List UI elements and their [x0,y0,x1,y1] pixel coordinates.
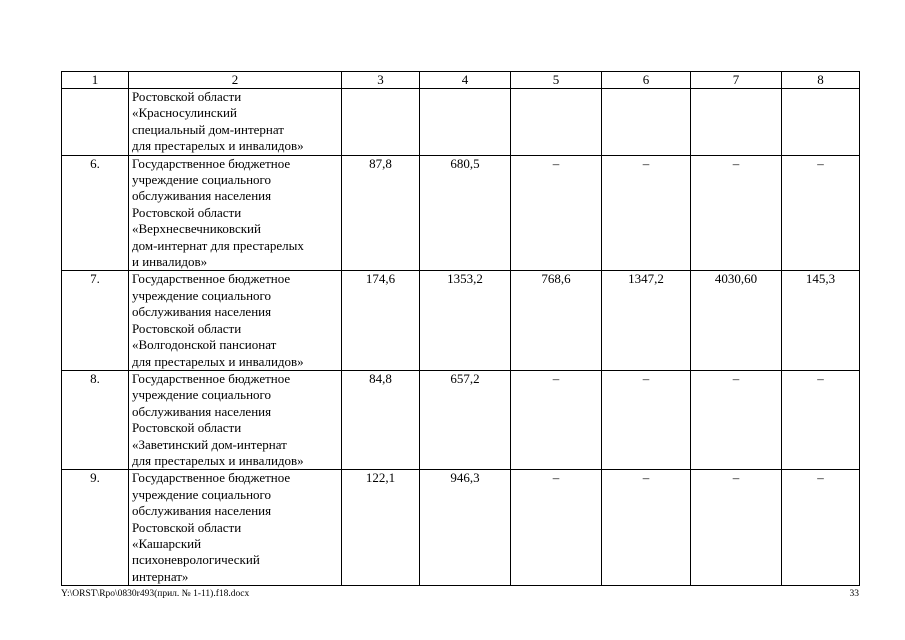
cell-col3: 87,8 [342,155,420,271]
row-number: 9. [62,470,129,586]
column-header: 8 [782,72,860,89]
column-header: 1 [62,72,129,89]
cell-col4: 946,3 [420,470,511,586]
cell-col4 [420,89,511,156]
cell-col5: – [511,370,602,469]
table-row [62,470,860,586]
cell-col5: – [511,470,602,586]
cell-col3 [342,89,420,156]
table-row [62,271,860,370]
column-header: 6 [602,72,691,89]
table-header-row [62,72,860,89]
institution-name: Ростовской области «Красносулинский специальный дом-интернат для престарелых и инвалидов» [129,89,342,156]
cell-col4: 1353,2 [420,271,511,370]
cell-col3: 174,6 [342,271,420,370]
cell-col6: – [602,155,691,271]
cell-col7 [691,89,782,156]
row-number [62,89,129,156]
row-number: 7. [62,271,129,370]
column-header: 4 [420,72,511,89]
institution-name: Государственное бюджетное учреждение социального обслуживания населения Ростовской области «Верхнесвечниковский дом-интернат для престарелых и инвалидов» [129,155,342,271]
cell-col5: 768,6 [511,271,602,370]
row-number: 6. [62,155,129,271]
cell-col7: – [691,470,782,586]
cell-col6: 1347,2 [602,271,691,370]
table-row [62,89,860,156]
cell-col3: 122,1 [342,470,420,586]
institution-name: Государственное бюджетное учреждение социального обслуживания населения Ростовской области «Кашарский психоневрологический интернат» [129,470,342,586]
column-header: 5 [511,72,602,89]
cell-col7: 4030,60 [691,271,782,370]
cell-col4: 657,2 [420,370,511,469]
footer-file-path: Y:\ORST\Rpo\0830r493(прил. № 1-11).f18.docx [61,589,250,599]
institution-name: Государственное бюджетное учреждение социального обслуживания населения Ростовской области «Волгодонской пансионат для престарелых и инвалидов» [129,271,342,370]
cell-col4: 680,5 [420,155,511,271]
institution-name: Государственное бюджетное учреждение социального обслуживания населения Ростовской области «Заветинский дом-интернат для престарелых и инвалидов» [129,370,342,469]
cell-col8: – [782,470,860,586]
cell-col6: – [602,370,691,469]
cell-col3: 84,8 [342,370,420,469]
cell-col7: – [691,155,782,271]
cell-col5 [511,89,602,156]
cell-col7: – [691,370,782,469]
column-header: 3 [342,72,420,89]
page-number: 33 [849,589,859,599]
cell-col8: – [782,155,860,271]
cell-col6 [602,89,691,156]
cell-col8: – [782,370,860,469]
table-row [62,155,860,271]
cell-col8: 145,3 [782,271,860,370]
table-row [62,370,860,469]
cell-col5: – [511,155,602,271]
column-header: 2 [129,72,342,89]
column-header: 7 [691,72,782,89]
cell-col8 [782,89,860,156]
row-number: 8. [62,370,129,469]
cell-col6: – [602,470,691,586]
data-table [61,71,860,586]
